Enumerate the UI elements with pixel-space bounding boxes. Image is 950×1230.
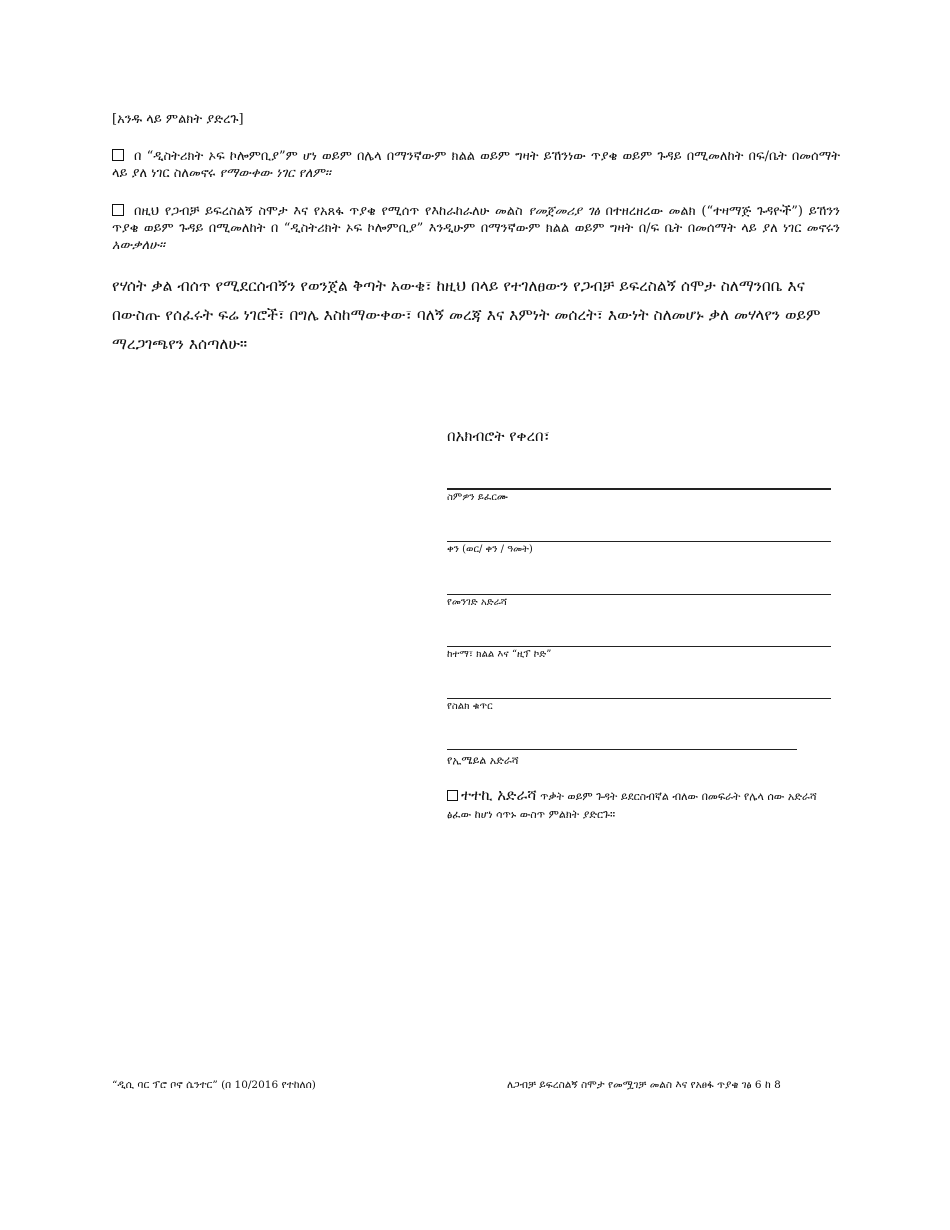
city-state-zip-label: ከተማ፣ ክልል እና “ዚፕ ኮድ” [447, 649, 552, 660]
phone-label: የስልክ ቁጥር [447, 701, 493, 712]
signoff-text: በአክብሮት የቀረበ፣ [447, 427, 550, 445]
email-label: የኢሜይል አድራሻ [447, 754, 519, 767]
option-2-italic-a: የመጀመሪያ ገፅ [528, 204, 600, 219]
footer-right: ለጋብቻ ይፍረስልኝ ስሞታ የመሟገቻ መልስ እና የአፀፋ ጥያቄ ገፅ 6 ከ 8 [507, 1079, 781, 1091]
signature-label: ስምዎን ይፈርሙ [447, 492, 508, 503]
street-address-field[interactable] [447, 594, 831, 608]
declaration-paragraph: የሃሰት ቃል ብሰጥ የሚደርሰብኝን የወንጀል ቅጣት አውቄ፣ ከዚህ በላይ የተገለፀውን የጋብቻ ይፍረስልኝ ሰሞታ ስለማንበቤ እና በውስጡ የሰፈሩት ፍሬ ነገሮች፣ በግሌ እስከማውቀው፣ ባለኝ መረጃ እና እምነት መሰረት፣ እውነት ስለመሆኑ ቃለ መሃላየን ወይም ማረጋገጫየን እሰጣለሁ። [112, 277, 821, 353]
option-no-related-cases [112, 148, 840, 182]
checkbox-substitute-address[interactable] [447, 790, 458, 801]
instruction-text: [አንዱ ላይ ምልክት ያድረጉ] [112, 112, 244, 127]
checkbox-related-cases[interactable] [112, 204, 124, 216]
email-line [447, 749, 797, 750]
signature-field[interactable] [447, 488, 831, 503]
date-label: ቀን (ወር/ ቀን / ዓመት) [447, 544, 533, 555]
city-state-zip-field[interactable] [447, 646, 831, 660]
option-2-text-b: በተዘረዘረው መልክ (“ተዛማጅ ጉዳዮች”) ይኸንን ጥያቄ ወይም ጉዳይ በሚመለከት በ “ዲስትሪክት ኦፍ ኮሎምቢያ” እንዲሁም በማንኛውም ክልል ወይም ግዛት በ/ፍ ቤት በመሰማት ላይ ያለ ነገር መኖሩን [112, 204, 840, 236]
option-1-italic: የማውቀው ነገር የለም። [219, 166, 331, 181]
city-state-zip-line [447, 646, 831, 647]
phone-line [447, 698, 831, 699]
street-address-line [447, 594, 831, 595]
street-address-label: የመንገድ አድራሻ [447, 597, 508, 608]
option-related-cases [112, 203, 840, 254]
date-line [447, 541, 831, 542]
email-field[interactable] [447, 749, 797, 768]
substitute-address-text: ጥቃት ወይም ጉዳት ይደርስብኛል ብለው በመፍራት የሌላ ሰው አድራሻ ፅፈው ከሆነ ሳጥኑ ውስጥ ምልክት ያድርጉ። [447, 790, 817, 821]
option-1-text: በ “ዲስትሪክት ኦፍ ኮሎምቢያ”ም ሆነ ወይም በሌላ በማንኛውም ክልል ወይም ግዛት ይኸንነው ጥያቄ ወይም ጉዳይ በሚመለከት በፍ/ቤት በመሰማት ላይ ያለ ነገር ስለመኖሩ [112, 149, 840, 181]
date-field[interactable] [447, 541, 831, 555]
checkbox-no-related-cases[interactable] [112, 149, 124, 161]
footer-left: “ዲሲ ባር ፕሮ ቦኖ ሴንተር” (በ 10/2016 የተከለሰ) [112, 1079, 316, 1091]
substitute-address-title: ተተኪ አድራሻ [461, 786, 537, 804]
substitute-address-option [447, 786, 837, 824]
option-2-text-a: በዚህ የጋብቻ ይፍረስልኝ ስሞታ እና የአጸፋ ጥያቄ የሚሰጥ የእከራከራለሁ መልስ [134, 204, 523, 219]
option-2-italic-b: አውቃለሁ። [112, 238, 165, 253]
signature-line [447, 488, 831, 490]
phone-field[interactable] [447, 698, 831, 712]
